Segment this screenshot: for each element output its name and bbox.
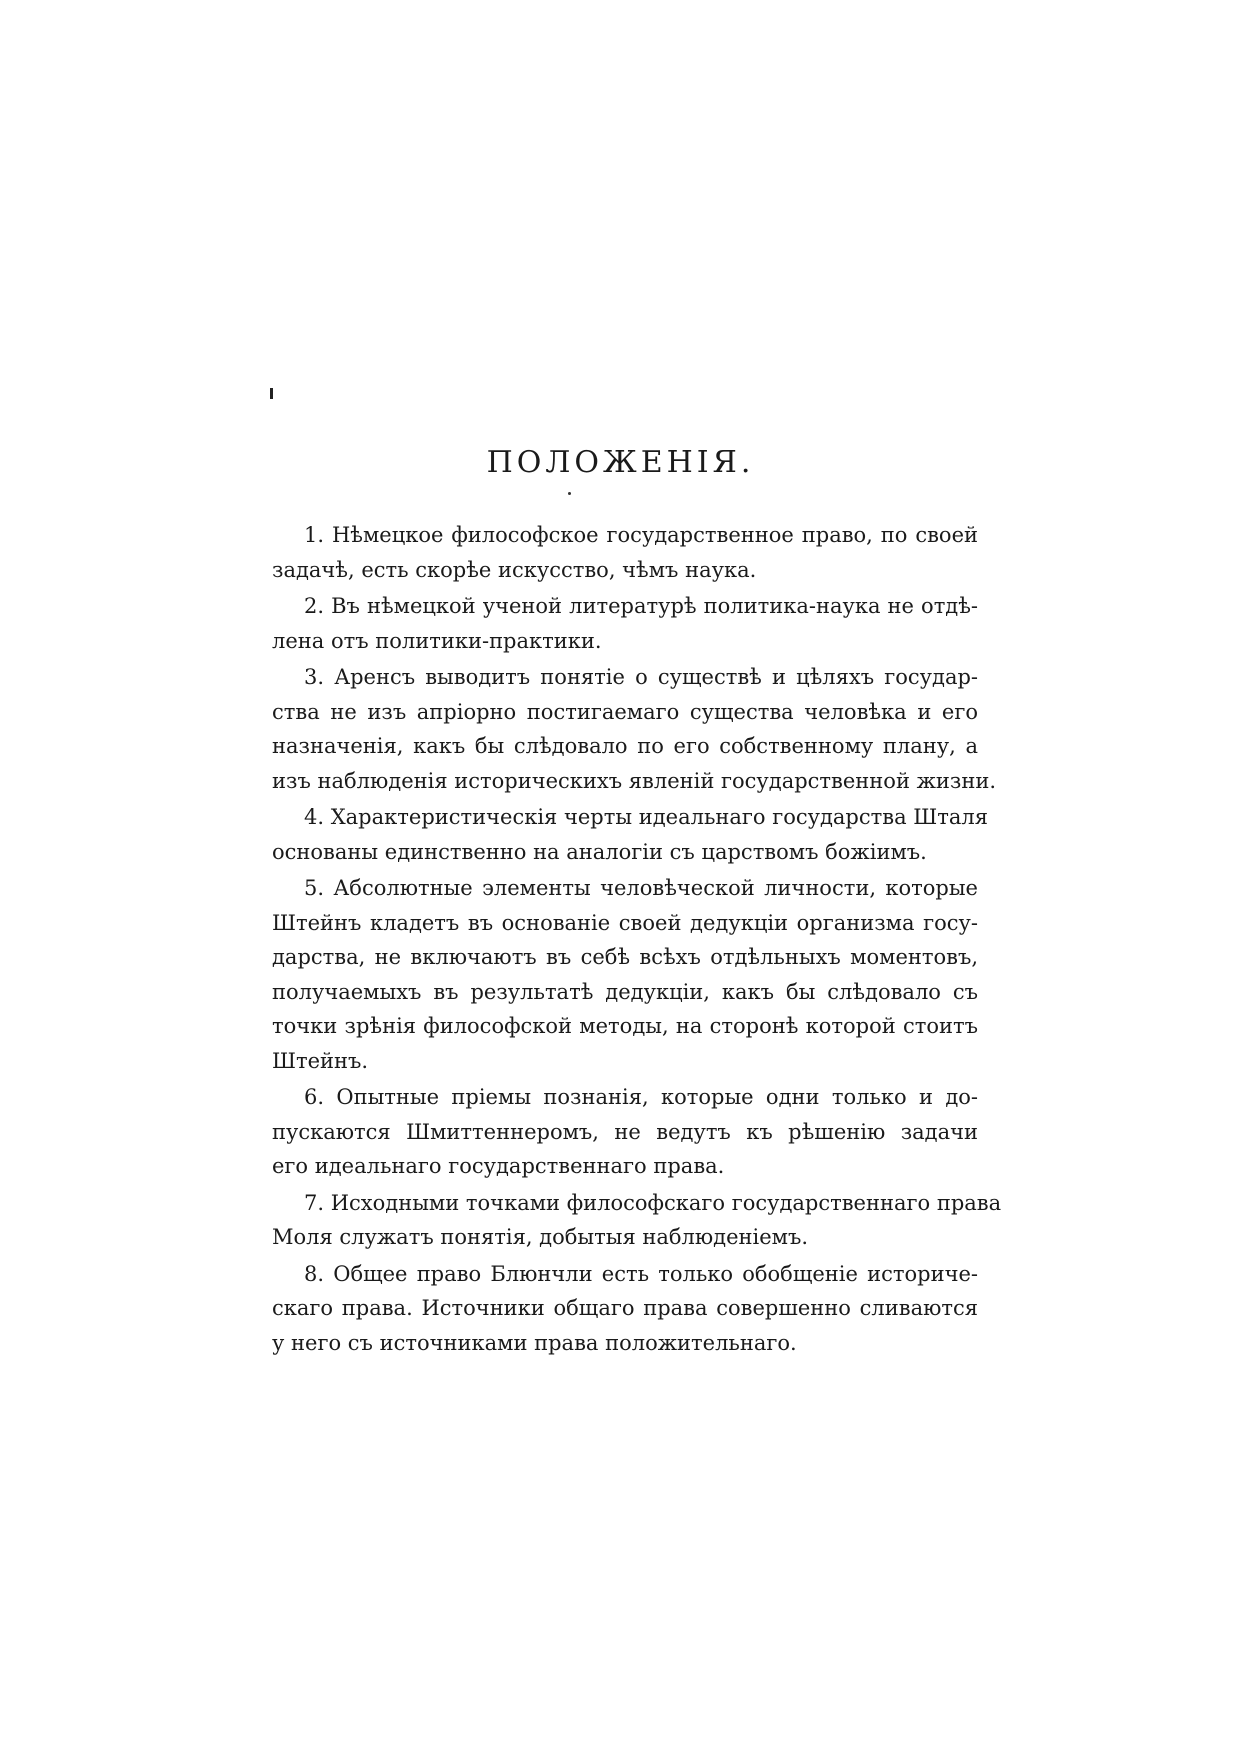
proposition-2	[272, 589, 978, 658]
page-title: ПОЛОЖЕНІЯ.	[486, 445, 755, 480]
proposition-8	[272, 1257, 978, 1361]
proposition-6	[272, 1080, 978, 1184]
text-line: его идеальнаго государственнаго права.	[272, 1154, 725, 1178]
text-line: 6. Опытные пріемы познанія, которые одни только и до-	[304, 1085, 978, 1109]
propositions-list	[272, 518, 1002, 1362]
text-line: ства не изъ апріорно постигаемаго существа человѣка и его	[272, 699, 978, 724]
text-line: основаны единственно на аналогіи съ царствомъ божіимъ.	[272, 839, 927, 864]
text-line: 7. Исходными точками философскаго государственнаго права	[304, 1190, 1002, 1215]
proposition-4	[272, 800, 988, 869]
text-line: задачѣ, есть скорѣе искусство, чѣмъ наука.	[272, 557, 757, 582]
text-line: 2. Въ нѣмецкой ученой литературѣ политика-наука не отдѣ-	[304, 594, 978, 618]
proposition-1	[272, 518, 978, 587]
text-line: Штейнъ.	[272, 1048, 369, 1073]
text-line: у него съ источниками права положительнаго.	[272, 1330, 797, 1355]
text-line: Штейнъ кладетъ въ основаніе своей дедукціи организма госу-	[272, 910, 978, 935]
text-line: 4. Характеристическія черты идеальнаго государства Шталя	[304, 805, 988, 829]
text-line: назначенія, какъ бы слѣдовало по его собственному плану, а	[272, 734, 978, 758]
text-line: получаемыхъ въ результатѣ дедукціи, какъ бы слѣдовало съ	[272, 979, 978, 1004]
text-line: пускаются Шмиттеннеромъ, не ведутъ къ рѣшенію задачи	[272, 1119, 978, 1144]
proposition-3	[272, 660, 997, 798]
text-line: дарства, не включаютъ въ себѣ всѣхъ отдѣльныхъ моментовъ,	[272, 945, 978, 969]
text-line: скаго права. Источники общаго права совершенно сливаются	[272, 1296, 978, 1320]
text-line: 5. Абсолютные элементы человѣческой личности, которые	[304, 876, 978, 900]
stray-print-mark	[270, 388, 273, 399]
title-ornament-dot	[568, 492, 571, 495]
proposition-7	[272, 1186, 1002, 1255]
proposition-5	[272, 871, 978, 1078]
text-line: лена отъ политики-практики.	[272, 628, 602, 653]
text-line: 8. Общее право Блюнчли есть только обобщеніе историче-	[304, 1261, 978, 1286]
text-line: точки зрѣнія философской методы, на сторонѣ которой стоитъ	[272, 1014, 978, 1038]
text-line: 3. Аренсъ выводитъ понятіе о существѣ и цѣляхъ государ-	[304, 665, 978, 689]
text-line: 1. Нѣмецкое философское государственное право, по своей	[304, 523, 978, 547]
text-line: изъ наблюденія историческихъ явленій государственной жизни.	[272, 768, 997, 793]
text-line: Моля служатъ понятія, добытыя наблюденіемъ.	[272, 1225, 809, 1249]
